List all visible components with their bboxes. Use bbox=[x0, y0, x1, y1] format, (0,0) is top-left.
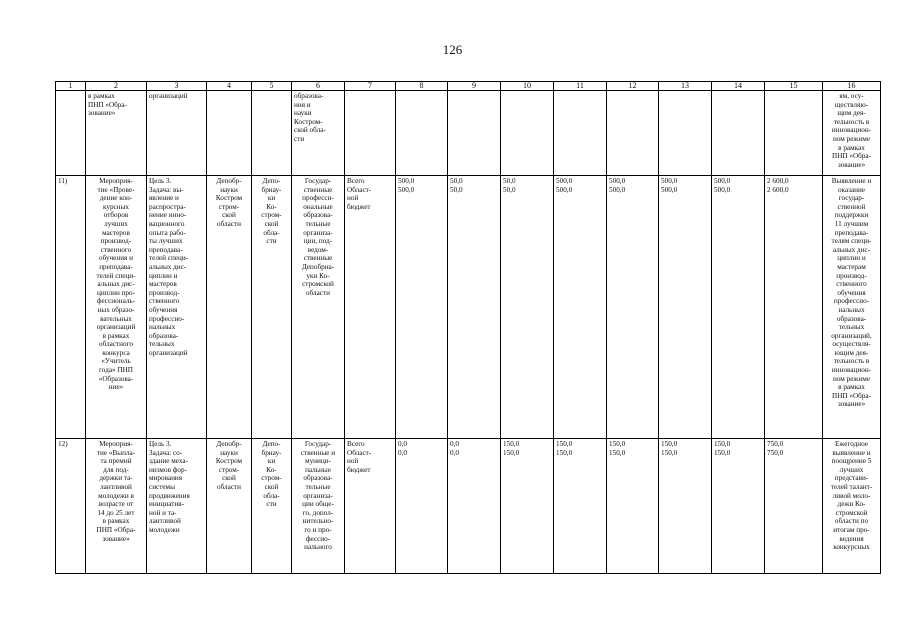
cell-coexecutor: Депо- брнау- ки Ко- стром- ской обла- сти bbox=[252, 176, 292, 439]
cell-value bbox=[712, 176, 765, 439]
value-regional: 500,0 bbox=[714, 185, 731, 194]
cell-value bbox=[607, 91, 659, 176]
value-total: 150,0 bbox=[661, 440, 678, 448]
cell-participants: образова- ния и науки Костром- ской обла- сти bbox=[292, 91, 345, 176]
cell-value bbox=[659, 439, 712, 574]
header-cell: 1 bbox=[56, 82, 86, 91]
cell-num: 12) bbox=[56, 439, 86, 574]
value-regional: 500,0 bbox=[609, 185, 626, 194]
value-regional: 150,0 bbox=[556, 448, 573, 457]
value-total: 0,0 bbox=[398, 440, 407, 448]
cell-value bbox=[712, 439, 765, 574]
header-cell: 15 bbox=[765, 82, 823, 91]
header-cell: 7 bbox=[345, 82, 396, 91]
value-total: 150,0 bbox=[609, 440, 626, 448]
value-regional: 50,0 bbox=[450, 185, 463, 194]
value-total: 500,0 bbox=[609, 177, 626, 185]
value-regional: 150,0 bbox=[714, 448, 731, 457]
cell-source: Всего Област- ной бюджет bbox=[345, 176, 396, 439]
cell-value bbox=[607, 439, 659, 574]
cell-num: 11) bbox=[56, 176, 86, 439]
page-number: 126 bbox=[442, 42, 463, 57]
value-regional: 500,0 bbox=[556, 185, 573, 194]
cell-value bbox=[448, 176, 501, 439]
value-regional: 2 600,0 bbox=[767, 185, 789, 194]
cell-value bbox=[501, 91, 554, 176]
cell-result: ям, осу- ществляю- щим дея- тельность в инновацион- ном режиме в рамках ПНП «Обра- зование» bbox=[823, 91, 881, 176]
value-total: 750,0 bbox=[767, 440, 784, 448]
header-cell: 13 bbox=[659, 82, 712, 91]
cell-event: Мероприя- тие «Выпла- та премий для под- держки та- лантливой молодежи в возрасте от 14 до 25 лет в рамках ПНП «Обра- зование» bbox=[86, 439, 147, 574]
value-total: 500,0 bbox=[661, 177, 678, 185]
cell-value bbox=[501, 439, 554, 574]
header-cell: 8 bbox=[396, 82, 448, 91]
cell-goal: Цель 3. Задача: со- здание меха- низмов фор- мирования системы продвижения инициатив- ной и та- лантливой молодежи bbox=[147, 439, 207, 574]
cell-value bbox=[765, 176, 823, 439]
cell-coexecutor: Депо- брнау- ки Ко- стром- ской обла- сти bbox=[252, 439, 292, 574]
header-cell: 9 bbox=[448, 82, 501, 91]
cell-executor: Депобр- науки Костром стром- ской области bbox=[207, 176, 252, 439]
header-cell: 5 bbox=[252, 82, 292, 91]
header-cell: 14 bbox=[712, 82, 765, 91]
cell-value bbox=[765, 439, 823, 574]
cell-result: Выявление и оказание государ- ственной поддержки 11 лучшим преподава- телям специ- альных дис- циплин и мастерам производ- ственного обучения профессио- нальных образова- тельных организаций, осуществля- ющим дея- тельность в инновацион- ном режиме в рамках ПНП «Обра- зование» bbox=[823, 176, 881, 439]
header-cell: 12 bbox=[607, 82, 659, 91]
header-cell: 2 bbox=[86, 82, 147, 91]
cell-goal: Цель 3. Задача: вы- явление и распростра- нение инно- вационного опыта рабо- ты лучших преподава- телей специ- альных дис- циплин и мастеров производ- ственного обучения профессио- нальных образова- тельных организаций bbox=[147, 176, 207, 439]
budget-table bbox=[55, 81, 881, 574]
cell-value bbox=[554, 439, 607, 574]
header-cell: 11 bbox=[554, 82, 607, 91]
cell-participants: Государ- ственные професси- ональные образова- тельные организа- ции, под- ведом- ственные Депобрна- уки Ко- стромской области bbox=[292, 176, 345, 439]
cell-goal: организаций bbox=[147, 91, 207, 176]
cell-executor: Депобр- науки Костром стром- ской области bbox=[207, 439, 252, 574]
cell-value bbox=[448, 91, 501, 176]
value-regional: 150,0 bbox=[503, 448, 520, 457]
cell-coexecutor bbox=[252, 91, 292, 176]
header-cell: 16 bbox=[823, 82, 881, 91]
cell-value bbox=[501, 176, 554, 439]
cell-result: Ежегодное выявление и поощрение 5 лучших представи- телей талант- ливой моло- дежи Ко- стромской области по итогам про- ведения конкурсных bbox=[823, 439, 881, 574]
value-regional: 150,0 bbox=[661, 448, 678, 457]
header-cell: 10 bbox=[501, 82, 554, 91]
cell-event: в рамках ПНП «Обра- зование» bbox=[86, 91, 147, 176]
value-regional: 750,0 bbox=[767, 448, 784, 457]
cell-value bbox=[659, 91, 712, 176]
value-regional: 150,0 bbox=[609, 448, 626, 457]
cell-value bbox=[396, 439, 448, 574]
cell-value bbox=[607, 176, 659, 439]
table-row-11 bbox=[56, 176, 881, 439]
cell-value bbox=[554, 176, 607, 439]
value-total: 2 600,0 bbox=[767, 177, 789, 185]
header-cell: 6 bbox=[292, 82, 345, 91]
value-regional: 50,0 bbox=[503, 185, 516, 194]
value-total: 50,0 bbox=[450, 177, 463, 185]
cell-value bbox=[448, 439, 501, 574]
value-total: 500,0 bbox=[556, 177, 573, 185]
cell-value bbox=[712, 91, 765, 176]
value-total: 150,0 bbox=[503, 440, 520, 448]
header-cell: 4 bbox=[207, 82, 252, 91]
cell-value bbox=[659, 176, 712, 439]
value-total: 150,0 bbox=[556, 440, 573, 448]
cell-value bbox=[396, 91, 448, 176]
cell-value bbox=[765, 91, 823, 176]
value-total: 500,0 bbox=[398, 177, 415, 185]
cell-value bbox=[554, 91, 607, 176]
value-regional: 500,0 bbox=[661, 185, 678, 194]
table-row-12 bbox=[56, 439, 881, 574]
value-regional: 0,0 bbox=[398, 448, 407, 457]
header-row bbox=[56, 82, 881, 91]
cell-source bbox=[345, 91, 396, 176]
cell-executor bbox=[207, 91, 252, 176]
value-total: 500,0 bbox=[714, 177, 731, 185]
value-total: 50,0 bbox=[503, 177, 516, 185]
cell-event: Мероприя- тие «Прове- дение кон- курсных отборов лучших мастеров производ- ственного обучения и преподава- телей специ- альных дис- циплин про- фессиональ- ных образо- вательных организаций в рамках областного конкурса «Учитель года» ПНП «Образова- ние» bbox=[86, 176, 147, 439]
cell-num bbox=[56, 91, 86, 176]
value-regional: 0,0 bbox=[450, 448, 459, 457]
value-total: 0,0 bbox=[450, 440, 459, 448]
cell-value bbox=[396, 176, 448, 439]
table-row-continuation bbox=[56, 91, 881, 176]
header-cell: 3 bbox=[147, 82, 207, 91]
cell-participants: Государ- ственные и муници- пальные образова- тельные организа- ции обще- го, допол- нительно- го и про- фессио- нального bbox=[292, 439, 345, 574]
value-regional: 500,0 bbox=[398, 185, 415, 194]
value-total: 150,0 bbox=[714, 440, 731, 448]
cell-source: Всего Област- ной бюджет bbox=[345, 439, 396, 574]
